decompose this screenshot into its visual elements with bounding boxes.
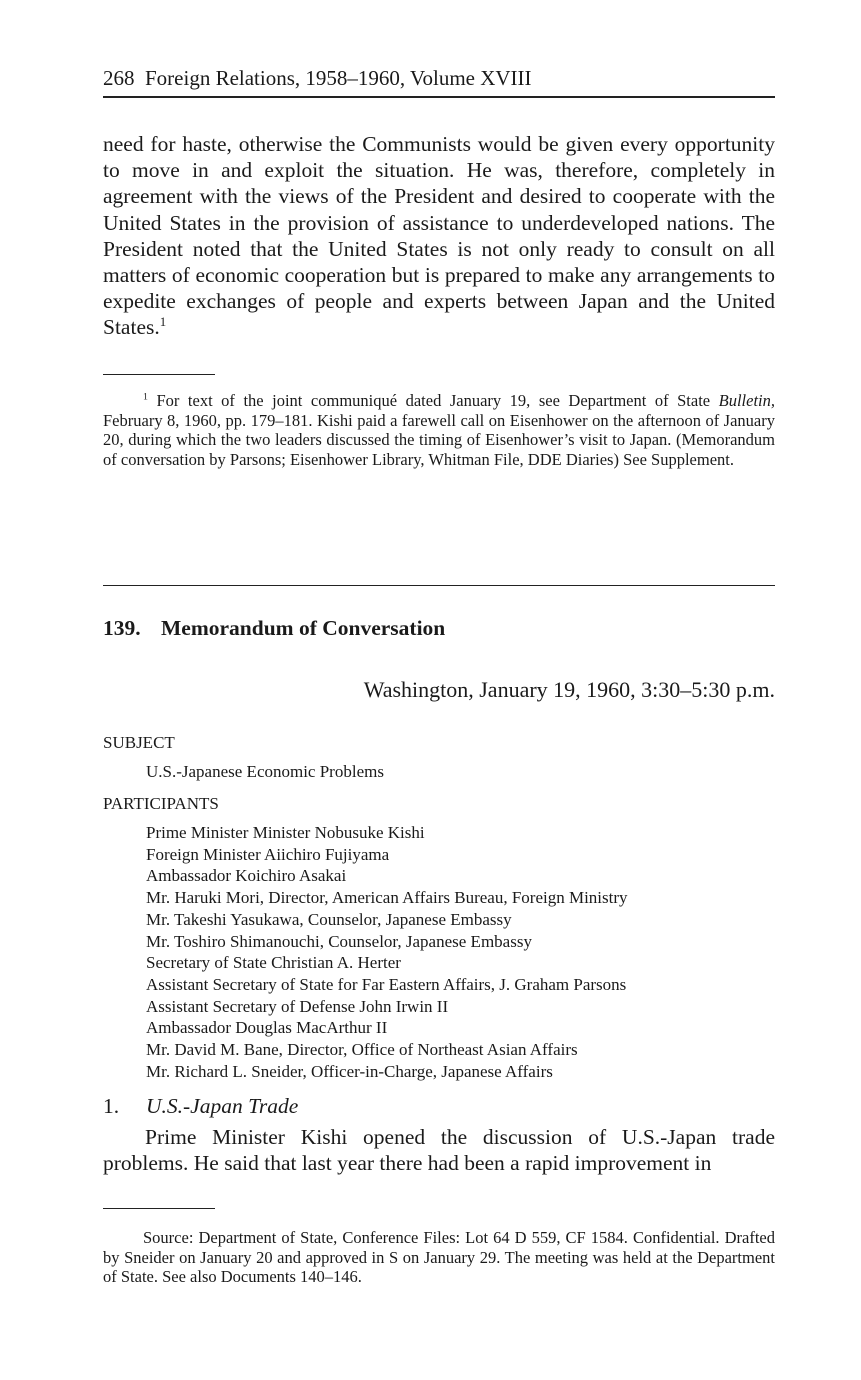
footnote-1: [103, 391, 775, 469]
participant: Secretary of State Christian A. Herter: [146, 953, 401, 973]
footnote-text: For text of the joint communiqué dated January 19, see Department of State: [156, 391, 719, 410]
footnote-rule: [103, 374, 215, 375]
subject-label: SUBJECT: [103, 733, 175, 752]
section-number: 1.: [103, 1094, 120, 1118]
participants-label: PARTICIPANTS: [103, 794, 219, 813]
document-title: [103, 614, 445, 642]
volume-title: Foreign Relations, 1958–1960, Volume XVIII: [145, 66, 532, 90]
document-title-text: Memorandum of Conversation: [161, 616, 446, 640]
footnote-reference[interactable]: 1: [159, 315, 167, 330]
participant: Mr. Takeshi Yasukawa, Counselor, Japanese Embassy: [146, 909, 512, 929]
participant: Mr. Richard L. Sneider, Officer-in-Charge, Japanese Affairs: [146, 1061, 553, 1081]
participants-list: [146, 822, 628, 1082]
document-separator-rule: [103, 585, 775, 586]
participant: Mr. David M. Bane, Director, Office of Northeast Asian Affairs: [146, 1040, 578, 1060]
subject-value: U.S.-Japanese Economic Problems: [146, 762, 384, 781]
section-paragraph: Prime Minister Kishi opened the discussion of U.S.-Japan trade problems. He said that last year there had been a rapid improvement in: [103, 1125, 775, 1176]
participant: Ambassador Koichiro Asakai: [146, 866, 347, 886]
source-note: Source: Department of State, Conference Files: Lot 64 D 559, CF 1584. Confidential. Drafted by Sneider on January 20 and approved in S on January 29. The meeting was held at the Department of State. See also Documents 140–146.: [103, 1228, 775, 1286]
page-number: 268: [103, 66, 135, 90]
participant: Assistant Secretary of Defense John Irwin II: [146, 996, 449, 1016]
participant: Foreign Minister Aiichiro Fujiyama: [146, 844, 390, 864]
source-note-rule: [103, 1208, 215, 1209]
dateline: Washington, January 19, 1960, 3:30–5:30 p.m.: [363, 677, 775, 702]
continuation-text: need for haste, otherwise the Communists would be given every opportunity to move in and exploit the situation. He was, therefore, completely in agreement with the views of the President and desired to cooperate with the United States in the provision of assistance to underdeveloped nations. The President noted that the United States is not only ready to consult on all matters of economic cooperation but is prepared to make any arrangements to expedite exchanges of people and experts between Japan and the United States.: [103, 132, 775, 340]
running-header: [103, 64, 775, 92]
continuation-paragraph: [103, 131, 775, 341]
participant: Prime Minister Minister Nobusuke Kishi: [146, 823, 425, 842]
footnote-text-continued: February 8, 1960, pp. 179–181. Kishi paid a farewell call on Eisenhower on the afternoon of January 20, during which the two leaders discussed the timing of Eisenhower’s visit to Japan. (Memorandum of conversation by Parsons; Eisenhower Library, Whitman File, DDE Diaries) See Supplement.: [103, 410, 775, 469]
document-number: 139.: [103, 616, 141, 640]
footnote-marker: 1: [143, 391, 148, 403]
section-heading: [103, 1092, 298, 1120]
participant: Assistant Secretary of State for Far Eastern Affairs, J. Graham Parsons: [146, 974, 627, 994]
footnote-italic-title: Bulletin,: [718, 391, 776, 410]
participant: Mr. Haruki Mori, Director, American Affairs Bureau, Foreign Ministry: [146, 888, 628, 908]
participant: Mr. Toshiro Shimanouchi, Counselor, Japanese Embassy: [146, 931, 532, 951]
header-rule: [103, 96, 775, 98]
section-title: U.S.-Japan Trade: [146, 1094, 299, 1118]
participant: Ambassador Douglas MacArthur II: [146, 1018, 388, 1038]
